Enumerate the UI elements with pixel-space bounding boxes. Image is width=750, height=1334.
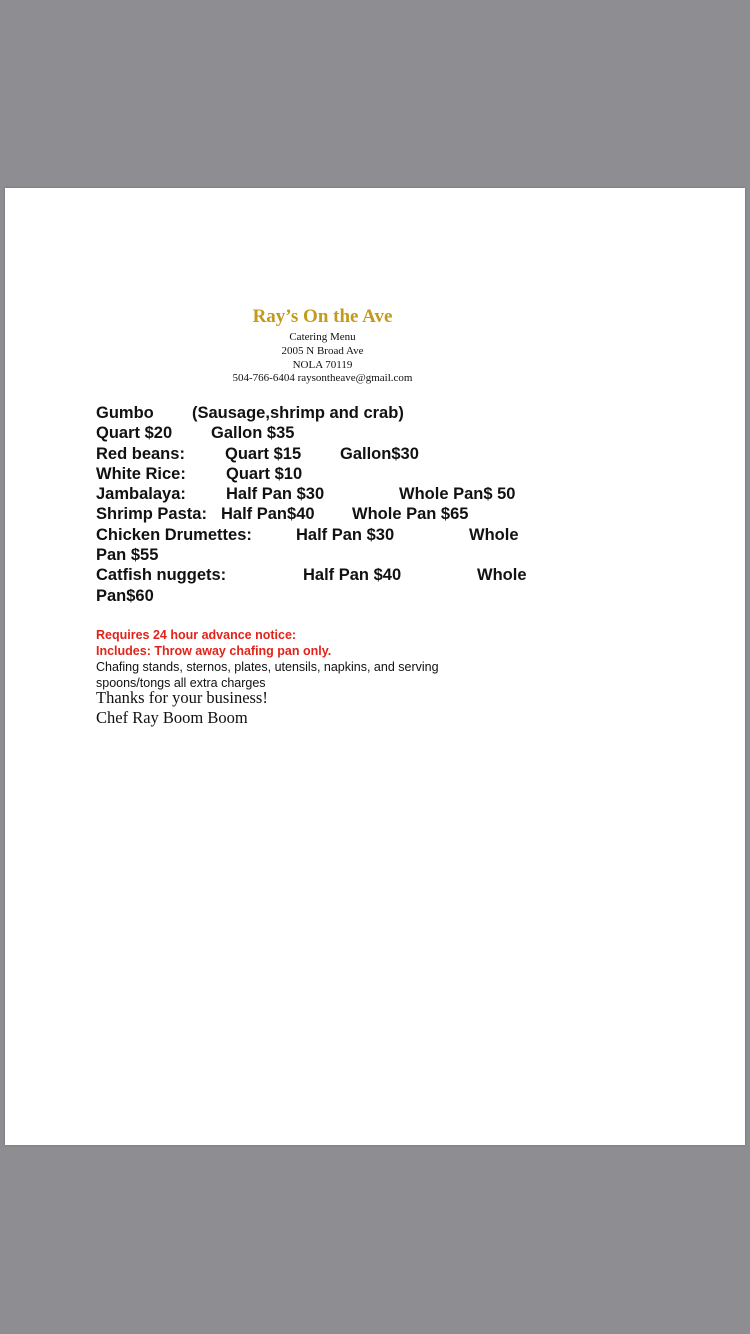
white-rice-quart-price: Quart $10: [226, 464, 303, 483]
catfish-nuggets-whole-label: Whole: [477, 566, 527, 585]
chef-signature: Chef Ray Boom Boom: [96, 708, 248, 727]
gumbo-gallon-price: Gallon $35: [211, 424, 295, 443]
restaurant-title: Ray’s On the Ave: [252, 306, 393, 327]
menu-subtitle: Catering Menu: [289, 331, 356, 343]
shrimp-pasta-whole-pan-price: Whole Pan $65: [352, 505, 469, 524]
menu-item-gumbo-prices: [96, 423, 541, 443]
notes-section: [96, 627, 516, 691]
white-rice-label: White Rice:: [96, 464, 186, 483]
chicken-drumettes-half-pan-price: Half Pan $30: [296, 525, 395, 544]
catfish-nuggets-label: Catfish nuggets:: [96, 566, 227, 585]
gumbo-quart-price: Quart $20: [96, 424, 173, 443]
menu-item-catfish-nuggets-cont: [96, 586, 541, 606]
extra-charges-note: Chafing stands, sternos, plates, utensils, napkins, and serving spoons/tongs all extra charges: [96, 660, 439, 690]
chicken-drumettes-whole-label: Whole: [469, 525, 519, 544]
includes-note: Includes: Throw away chafing pan only.: [96, 644, 332, 658]
chicken-drumettes-label: Chicken Drumettes:: [96, 525, 252, 544]
address-line: 2005 N Broad Ave: [281, 345, 364, 357]
red-beans-quart-price: Quart $15: [225, 444, 302, 463]
red-beans-gallon-price: Gallon$30: [340, 444, 419, 463]
gumbo-description: (Sausage,shrimp and crab): [192, 404, 404, 422]
thanks-line: Thanks for your business!: [96, 688, 268, 707]
menu-item-catfish-nuggets: [96, 565, 541, 585]
gumbo-label: Gumbo: [96, 404, 154, 422]
advance-notice: Requires 24 hour advance notice:: [96, 628, 297, 642]
menu-list: [96, 403, 541, 606]
chicken-drumettes-whole-pan-price: Pan $55: [96, 546, 159, 565]
shrimp-pasta-half-pan-price: Half Pan$40: [221, 505, 315, 524]
menu-item-chicken-drumettes-cont: [96, 545, 541, 565]
menu-item-chicken-drumettes: [96, 525, 541, 545]
menu-item-gumbo: [96, 403, 541, 423]
shrimp-pasta-label: Shrimp Pasta:: [96, 505, 207, 524]
jambalaya-whole-pan-price: Whole Pan$ 50: [399, 485, 516, 504]
catfish-nuggets-half-pan-price: Half Pan $40: [303, 566, 402, 585]
contact-line: 504-766-6404 raysontheave@gmail.com: [232, 372, 413, 384]
menu-item-shrimp-pasta: [96, 504, 541, 524]
catfish-nuggets-whole-pan-price: Pan$60: [96, 586, 154, 605]
menu-item-jambalaya: [96, 484, 541, 504]
jambalaya-half-pan-price: Half Pan $30: [226, 485, 325, 504]
menu-item-red-beans: [96, 444, 541, 464]
red-beans-label: Red beans:: [96, 444, 185, 463]
document-page: [5, 188, 745, 1145]
city-line: NOLA 70119: [292, 359, 353, 371]
menu-item-white-rice: [96, 464, 541, 484]
signoff: [96, 688, 268, 728]
jambalaya-label: Jambalaya:: [96, 485, 186, 504]
